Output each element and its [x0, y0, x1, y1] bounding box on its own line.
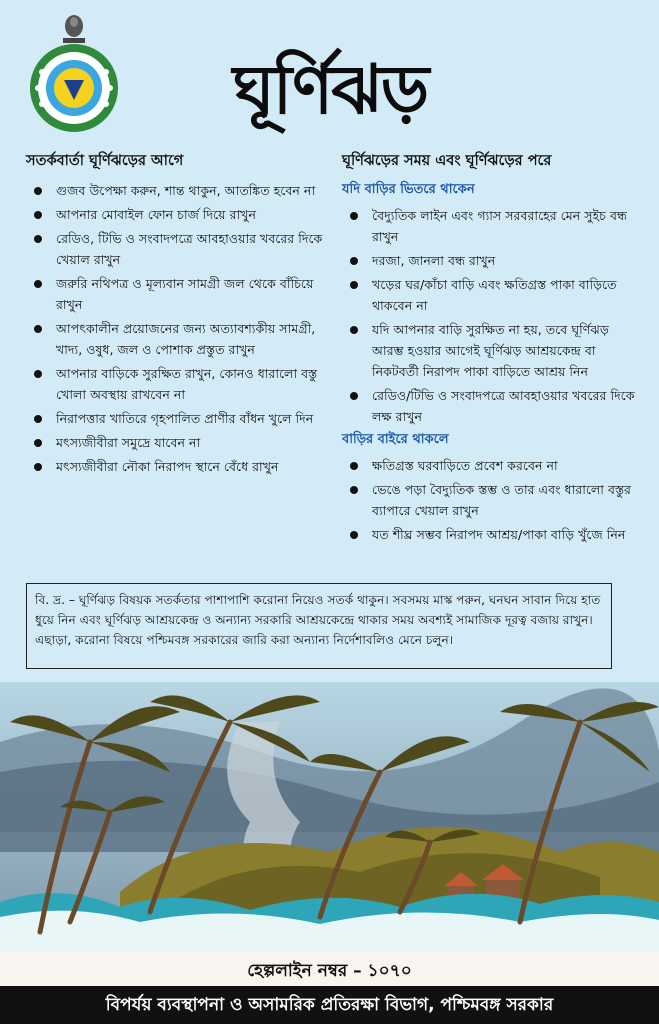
west-bengal-govt-logo	[28, 42, 120, 134]
during-after-section	[342, 150, 642, 548]
list-item: মৎস্যজীবীরা নৌকা নিরাপদ স্থানে বেঁধে রাখুন	[26, 456, 326, 477]
list-item: গুজব উপেক্ষা করুন, শান্ত থাকুন, আতঙ্কিত হবেন না	[26, 180, 326, 201]
list-item: ক্ষতিগ্রস্ত ঘরবাড়িতে প্রবেশ করবেন না	[342, 455, 642, 476]
list-item: ভেঙে পড়া বৈদ্যুতিক স্তম্ভ ও তার এবং ধারালো বস্তুর ব্যাপারে খেয়াল রাখুন	[342, 479, 642, 521]
bullet-icon	[350, 462, 358, 470]
during-heading: ঘূর্ণিঝড়ের সময় এবং ঘূর্ণিঝড়ের পরে	[342, 153, 552, 169]
before-list	[26, 180, 326, 477]
list-item: দরজা, জানলা বন্ধ রাখুন	[342, 250, 642, 271]
bullet-icon	[350, 392, 358, 400]
corona-note-box: বি. দ্র. – ঘূর্ণিঝড় বিষয়ক সতর্কতার পাশাপাশি করোনা নিয়েও সতর্ক থাকুন। সবসময় মাস্ক পরুন, ঘনঘন সাবান দিয়ে হাত ধুয়ে নিন এবং ঘূর্ণিঝড় আশ্রয়কেন্দ্র ও অন্যান্য সরকারি আশ্রয়কেন্দ্রে থাকার সময় অবশ্যই সামাজিক দূরত্ব বজায় রাখুন। এছাড়া, করোনা বিষয়ে পশ্চিমবঙ্গ সরকারের জারি করা অন্যান্য নির্দেশাবলিও মেনে চলুন।	[26, 583, 612, 669]
bullet-icon	[34, 415, 42, 423]
bullet-icon	[350, 212, 358, 220]
bullet-icon	[34, 439, 42, 447]
list-item: বৈদ্যুতিক লাইন এবং গ্যাস সরবরাহের মেন সুইচ বন্ধ রাখুন	[342, 205, 642, 247]
bullet-icon	[34, 211, 42, 219]
list-item: মৎস্যজীবীরা সমুদ্রে যাবেন না	[26, 432, 326, 453]
bullet-icon	[34, 280, 42, 288]
bullet-icon	[350, 531, 358, 539]
list-item: রেডিও/টিভি ও সংবাদপত্রে আবহাওয়ার খবরের দিকে লক্ষ রাখুন	[342, 385, 642, 427]
before-heading: সতর্কবার্তা ঘূর্ণিঝড়ের আগে	[26, 153, 184, 169]
outdoor-subheading: বাড়ির বাইরে থাকলে	[342, 432, 449, 447]
list-item: খড়ের ঘর/কাঁচা বাড়ি এবং ক্ষতিগ্রস্ত পাকা বাড়িতে থাকবেন না	[342, 274, 642, 316]
list-item: জরুরি নথিপত্র ও মূল্যবান সামগ্রী জল থেকে বাঁচিয়ে রাখুন	[26, 273, 326, 315]
bullet-icon	[350, 281, 358, 289]
bullet-icon	[34, 325, 42, 333]
list-item: নিরাপত্তার খাতিরে গৃহপালিত প্রাণীর বাঁধন খুলে দিন	[26, 408, 326, 429]
bullet-icon	[350, 326, 358, 334]
indoor-subheading: যদি বাড়ির ভিতরে থাকেন	[342, 182, 475, 197]
bullet-icon	[34, 187, 42, 195]
list-item: রেডিও, টিভি ও সংবাদপত্রে আবহাওয়ার খবরের দিকে খেয়াল রাখুন	[26, 228, 326, 270]
bullet-icon	[34, 235, 42, 243]
list-item: আপনার মোবাইল ফোন চার্জ দিয়ে রাখুন	[26, 204, 326, 225]
list-item: আপনার বাড়িকে সুরক্ষিত রাখুন, কোনও ধারালো বস্তু খোলা অবস্থায় রাখবেন না	[26, 363, 326, 405]
bullet-icon	[350, 486, 358, 494]
department-footer: বিপর্যয় ব্যবস্থাপনা ও অসামরিক প্রতিরক্ষা বিভাগ, পশ্চিমবঙ্গ সরকার	[0, 986, 659, 1024]
poster-title: ঘূর্ণিঝড়	[232, 50, 428, 130]
before-cyclone-section	[26, 150, 326, 480]
helpline-number: হেল্পলাইন নম্বর – ১০৭০	[247, 961, 412, 981]
list-item: আপৎকালীন প্রয়োজনের জন্য অত্যাবশ্যকীয় সামগ্রী, খাদ্য, ওষুধ, জল ও পোশাক প্রস্তুত রাখুন	[26, 318, 326, 360]
list-item: যদি আপনার বাড়ি সুরক্ষিত না হয়, তবে ঘূর্ণিঝড় আরম্ভ হওয়ার আগেই ঘূর্ণিঝড় আশ্রয়কেন্দ্র বা নিকটবর্তী নিরাপদ পাকা বাড়িতে আশ্রয় নিন	[342, 319, 642, 382]
cyclone-illustration	[0, 682, 659, 952]
bullet-icon	[34, 463, 42, 471]
list-item: যত শীঘ্র সম্ভব নিরাপদ আশ্রয়/পাকা বাড়ি খুঁজে নিন	[342, 524, 642, 545]
bullet-icon	[34, 370, 42, 378]
indoor-list	[342, 205, 642, 427]
bullet-icon	[350, 257, 358, 265]
national-emblem-icon	[60, 12, 88, 46]
outdoor-list	[342, 455, 642, 545]
